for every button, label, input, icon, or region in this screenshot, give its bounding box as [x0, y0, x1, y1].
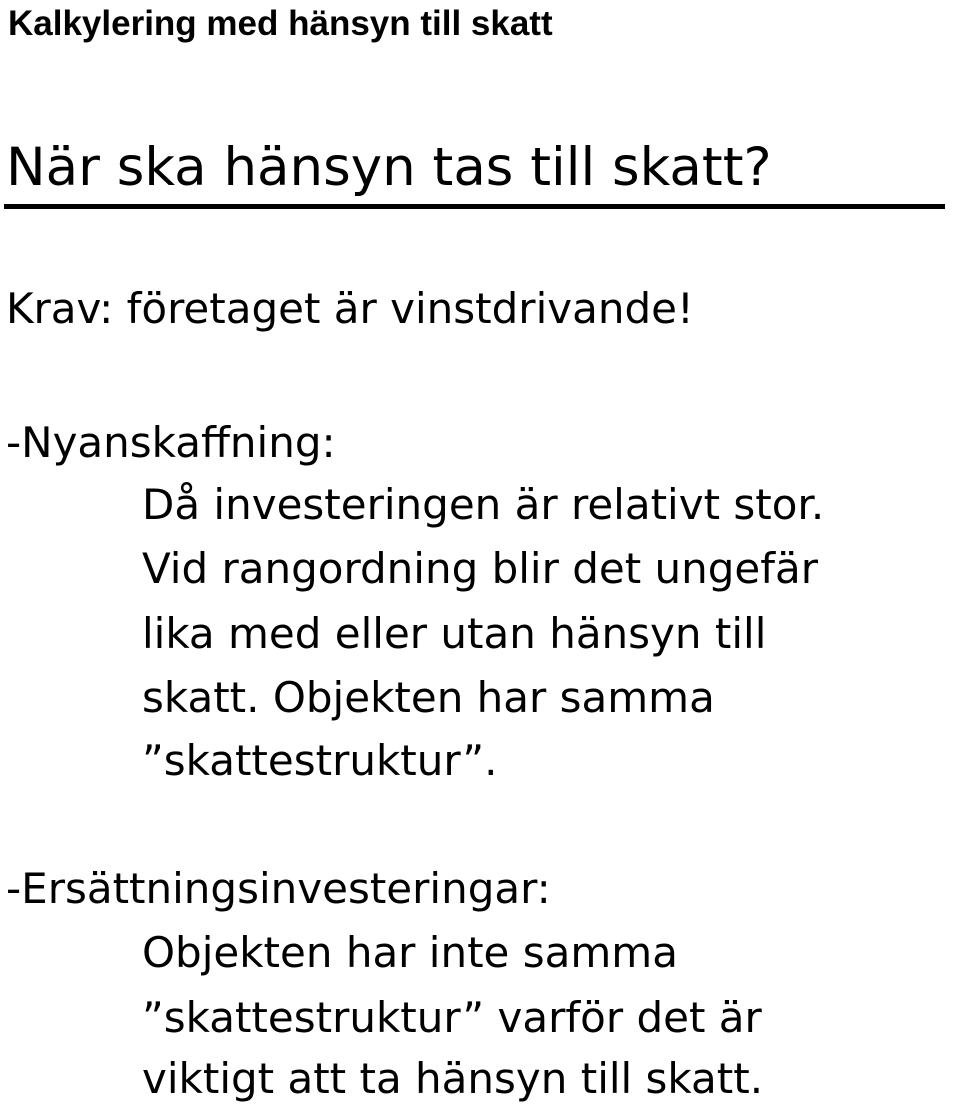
section-line: Då investeringen är relativt stor.	[142, 480, 825, 529]
title-underline	[4, 204, 945, 209]
page-title: När ska hänsyn tas till skatt?	[6, 137, 772, 198]
section-line: skatt. Objekten har samma	[142, 673, 715, 722]
section-heading-nyanskaffning: -Nyanskaffning:	[6, 418, 336, 467]
section-line: Vid rangordning blir det ungefär	[142, 544, 819, 593]
section-line: Objekten har inte samma	[142, 928, 678, 977]
section-line: viktigt att ta hänsyn till skatt.	[142, 1054, 764, 1103]
section-line: ”skattestruktur”.	[142, 736, 498, 785]
requirement-text: Krav: företaget är vinstdrivande!	[6, 284, 694, 333]
section-heading-ersattningsinvesteringar: -Ersättningsinvesteringar:	[6, 864, 551, 913]
section-line: ”skattestruktur” varför det är	[142, 993, 762, 1042]
slide-header: Kalkylering med hänsyn till skatt	[8, 4, 553, 43]
section-line: lika med eller utan hänsyn till	[142, 609, 767, 658]
